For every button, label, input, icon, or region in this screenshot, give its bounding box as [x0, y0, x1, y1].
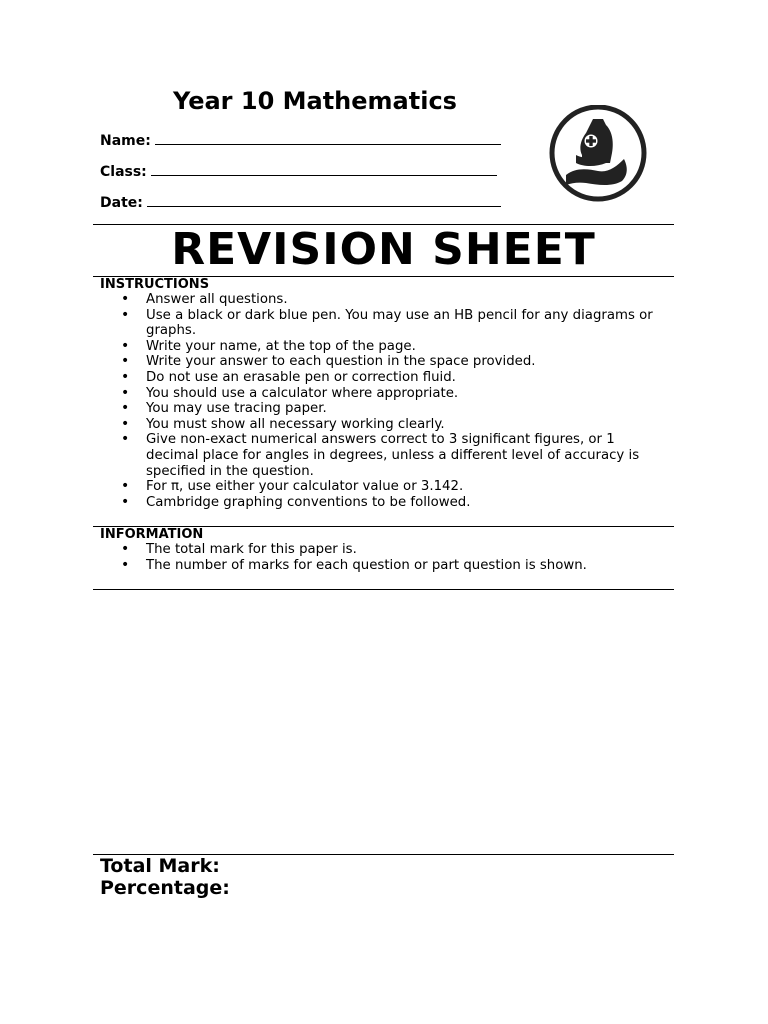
- list-item: • You may use tracing paper.: [100, 401, 666, 417]
- page-title: Year 10 Mathematics: [173, 87, 457, 115]
- list-item: • Give non-exact numerical answers correct to 3 significant figures, or 1 decimal place for angles in degrees, unless a different level of accuracy is specified in the question.: [100, 432, 666, 479]
- date-field[interactable]: [100, 192, 501, 212]
- instructions-list: [100, 292, 666, 510]
- list-item: • Answer all questions.: [100, 292, 666, 308]
- date-blank-line[interactable]: [147, 192, 501, 207]
- list-item: • The total mark for this paper is.: [100, 542, 666, 558]
- list-item: • You must show all necessary working clearly.: [100, 417, 666, 433]
- list-item: • Do not use an erasable pen or correction fluid.: [100, 370, 666, 386]
- percentage-label: Percentage:: [100, 877, 230, 899]
- instructions-heading: INSTRUCTIONS: [100, 277, 210, 292]
- chess-knight-crest-icon: [546, 105, 650, 203]
- name-blank-line[interactable]: [155, 130, 501, 145]
- list-item: • For π, use either your calculator value or 3.142.: [100, 479, 666, 495]
- name-label: Name:: [100, 133, 151, 149]
- list-item: • Use a black or dark blue pen. You may use an HB pencil for any diagrams or graphs.: [100, 308, 666, 339]
- date-label: Date:: [100, 195, 143, 211]
- information-heading: INFORMATION: [100, 527, 204, 542]
- list-item: • You should use a calculator where appropriate.: [100, 386, 666, 402]
- class-field[interactable]: [100, 161, 497, 181]
- list-item: • Write your name, at the top of the page.: [100, 339, 666, 355]
- list-item: • The number of marks for each question or part question is shown.: [100, 558, 666, 574]
- list-item: • Write your answer to each question in the space provided.: [100, 354, 666, 370]
- name-field[interactable]: [100, 130, 501, 150]
- information-divider: [93, 589, 674, 590]
- total-mark-label: Total Mark:: [100, 855, 220, 877]
- class-blank-line[interactable]: [151, 161, 497, 176]
- list-item: • Cambridge graphing conventions to be followed.: [100, 495, 666, 511]
- class-label: Class:: [100, 164, 147, 180]
- revision-sheet-heading: REVISION SHEET: [171, 224, 596, 275]
- information-list: [100, 542, 666, 573]
